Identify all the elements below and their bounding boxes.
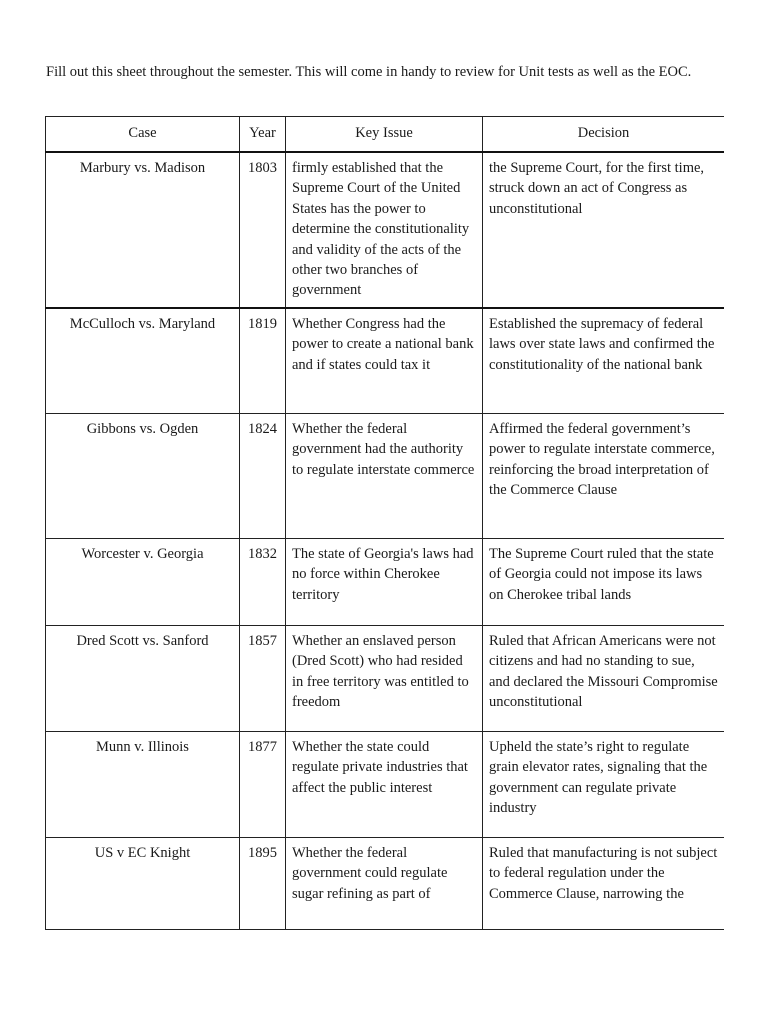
decision-cell: Established the supremacy of federal laws over state laws and confirmed the constitutionality of the national bank [483,308,725,414]
table-header-row [46,117,725,153]
court-cases-table-container [45,116,724,959]
court-cases-table [45,116,724,930]
decision-cell: Ruled that manufacturing is not subject to federal regulation under the Commerce Clause, narrowing the [483,837,725,929]
table-row [46,538,725,625]
key-issue-cell: Whether the federal government could regulate sugar refining as part of [286,837,483,929]
decision-cell: Ruled that African Americans were not citizens and had no standing to sue, and declared the Missouri Compromise unconstitutional [483,625,725,731]
table-row [46,413,725,538]
table-row [46,731,725,837]
header-case: Case [46,117,240,153]
header-year: Year [240,117,286,153]
key-issue-cell: Whether Congress had the power to create a national bank and if states could tax it [286,308,483,414]
table-row [46,308,725,414]
year-cell: 1824 [240,413,286,538]
header-decision: Decision [483,117,725,153]
year-cell: 1819 [240,308,286,414]
year-cell: 1857 [240,625,286,731]
year-cell: 1803 [240,152,286,308]
table-row [46,625,725,731]
key-issue-cell: Whether the state could regulate private industries that affect the public interest [286,731,483,837]
decision-cell: Upheld the state’s right to regulate grain elevator rates, signaling that the government can regulate private industry [483,731,725,837]
table-row [46,152,725,308]
case-cell: Marbury vs. Madison [46,152,240,308]
header-key-issue: Key Issue [286,117,483,153]
table-row [46,837,725,929]
decision-cell: the Supreme Court, for the first time, struck down an act of Congress as unconstitutional [483,152,725,308]
case-cell: Gibbons vs. Ogden [46,413,240,538]
year-cell: 1877 [240,731,286,837]
decision-cell: The Supreme Court ruled that the state of Georgia could not impose its laws on Cherokee tribal lands [483,538,725,625]
year-cell: 1895 [240,837,286,929]
case-cell: Dred Scott vs. Sanford [46,625,240,731]
key-issue-cell: The state of Georgia's laws had no force within Cherokee territory [286,538,483,625]
case-cell: McCulloch vs. Maryland [46,308,240,414]
decision-cell: Affirmed the federal government’s power to regulate interstate commerce, reinforcing the broad interpretation of the Commerce Clause [483,413,725,538]
key-issue-cell: Whether the federal government had the authority to regulate interstate commerce [286,413,483,538]
case-cell: Worcester v. Georgia [46,538,240,625]
case-cell: US v EC Knight [46,837,240,929]
case-cell: Munn v. Illinois [46,731,240,837]
key-issue-cell: firmly established that the Supreme Court of the United States has the power to determine the constitutionality and validity of the acts of the other two branches of government [286,152,483,308]
instructions-text: Fill out this sheet throughout the semester. This will come in handy to review for Unit tests as well as the EOC. [46,63,692,80]
year-cell: 1832 [240,538,286,625]
key-issue-cell: Whether an enslaved person (Dred Scott) who had resided in free territory was entitled to freedom [286,625,483,731]
